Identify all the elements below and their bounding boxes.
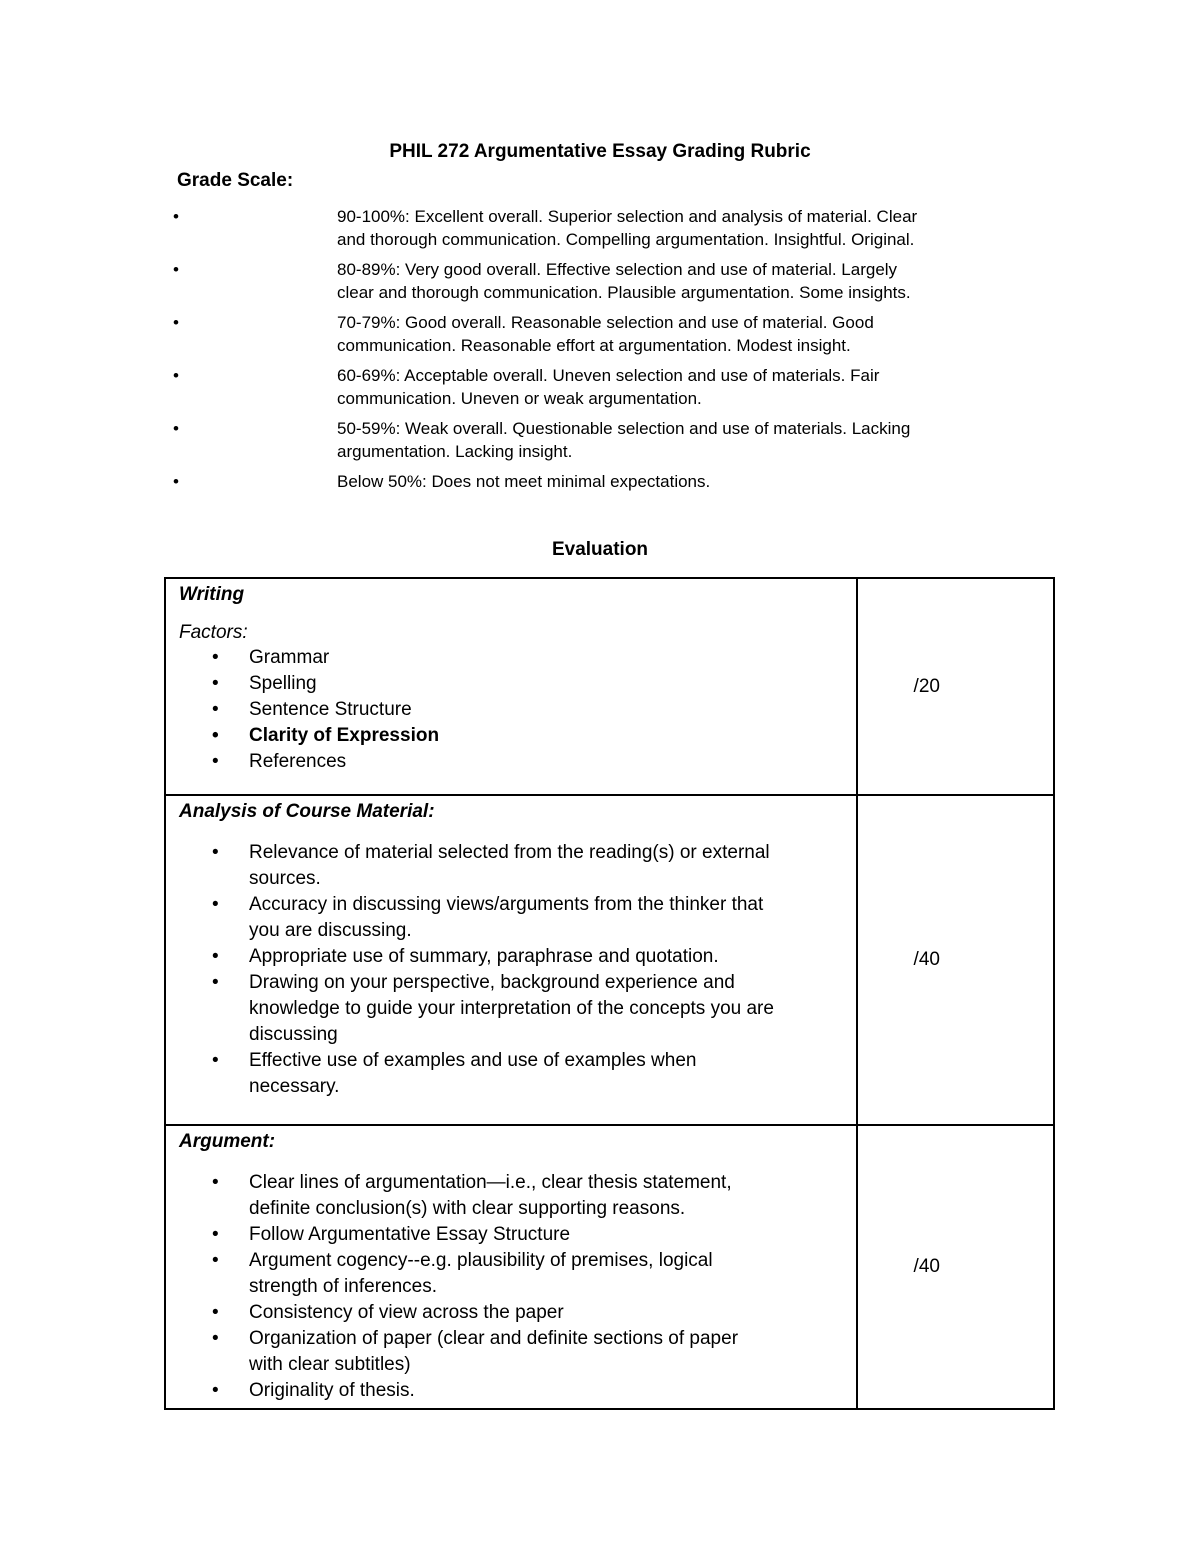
grade-scale-item-below-50 <box>0 470 1017 493</box>
rubric-row-argument <box>165 1125 1054 1409</box>
score-cell-argument <box>857 1125 1054 1409</box>
criterion-text: Effective use of examples and use of examples when <box>249 1050 697 1071</box>
criterion-text: strength of inferences. <box>249 1276 437 1297</box>
criterion-text: necessary. <box>249 1076 340 1097</box>
section-title-argument: Argument: <box>179 1131 276 1152</box>
criteria-list <box>179 1170 848 1404</box>
list-item <box>179 1326 848 1378</box>
criterion-text: Drawing on your perspective, background experience and <box>249 972 735 993</box>
list-item <box>179 671 848 697</box>
criterion-text: with clear subtitles) <box>249 1354 411 1375</box>
grade-scale-item-60-69 <box>0 364 1017 410</box>
score-analysis: /40 <box>913 949 940 970</box>
bullet-icon: • <box>212 699 219 720</box>
criterion-text: knowledge to guide your interpretation of the concepts you are <box>249 998 774 1019</box>
bullet-icon: • <box>173 366 179 385</box>
criterion-text: Grammar <box>249 647 330 668</box>
bullet-icon: • <box>212 1302 219 1323</box>
grade-scale-text: communication. Reasonable effort at argumentation. Modest insight. <box>337 336 851 355</box>
list-item <box>179 723 848 749</box>
criterion-text: Follow Argumentative Essay Structure <box>249 1224 571 1245</box>
bullet-icon: • <box>173 472 179 491</box>
grade-scale-item-90-100 <box>0 205 1017 251</box>
grade-scale-text: clear and thorough communication. Plausible argumentation. Some insights. <box>337 283 911 302</box>
bullet-icon: • <box>212 972 219 993</box>
criterion-text: Accuracy in discussing views/arguments from the thinker that <box>249 894 764 915</box>
bullet-icon: • <box>212 894 219 915</box>
criterion-text: Consistency of view across the paper <box>249 1302 564 1323</box>
grade-scale-item-70-79 <box>0 311 1017 357</box>
criterion-text: References <box>249 751 347 772</box>
score-argument: /40 <box>913 1256 940 1277</box>
list-item <box>179 1222 848 1248</box>
bullet-icon: • <box>212 725 219 746</box>
criterion-text: Argument cogency--e.g. plausibility of premises, logical <box>249 1250 713 1271</box>
criteria-list <box>179 645 848 775</box>
list-item <box>179 970 848 1048</box>
criteria-cell <box>165 1125 857 1409</box>
score-cell-writing <box>857 578 1054 795</box>
criterion-text: discussing <box>249 1024 338 1045</box>
criterion-text: Sentence Structure <box>249 699 412 720</box>
grade-scale-text: 50-59%: Weak overall. Questionable selection and use of materials. Lacking <box>337 419 911 438</box>
evaluation-heading: Evaluation <box>551 539 649 560</box>
bullet-icon: • <box>173 260 179 279</box>
score-cell-analysis <box>857 795 1054 1125</box>
grade-scale-text: and thorough communication. Compelling argumentation. Insightful. Original. <box>337 230 915 249</box>
list-item <box>179 1248 848 1300</box>
grade-scale-item-80-89 <box>0 258 1017 304</box>
list-item <box>179 1170 848 1222</box>
score-writing: /20 <box>913 675 940 697</box>
criterion-text: definite conclusion(s) with clear supporting reasons. <box>249 1198 686 1219</box>
grade-scale-text: Below 50%: Does not meet minimal expectations. <box>337 472 711 491</box>
document-title: PHIL 272 Argumentative Essay Grading Rubric <box>389 141 811 162</box>
bullet-icon: • <box>212 1172 219 1193</box>
criterion-text: you are discussing. <box>249 920 412 941</box>
list-item <box>179 944 848 970</box>
criterion-text: Clear lines of argumentation—i.e., clear thesis statement, <box>249 1172 732 1193</box>
bullet-icon: • <box>173 207 179 226</box>
list-item <box>179 1378 848 1404</box>
bullet-icon: • <box>212 946 219 967</box>
grade-scale-list <box>0 205 1200 500</box>
criterion-text: Appropriate use of summary, paraphrase and quotation. <box>249 946 719 967</box>
bullet-icon: • <box>212 1380 219 1401</box>
bullet-icon: • <box>212 673 219 694</box>
criterion-text: Spelling <box>249 673 317 694</box>
bullet-icon: • <box>212 1224 219 1245</box>
criteria-cell <box>165 578 857 795</box>
rubric-row-writing <box>165 578 1054 795</box>
list-item <box>179 697 848 723</box>
list-item <box>179 892 848 944</box>
grade-scale-text: communication. Uneven or weak argumentation. <box>337 389 702 408</box>
section-title-analysis: Analysis of Course Material: <box>179 801 435 822</box>
bullet-icon: • <box>212 1050 219 1071</box>
bullet-icon: • <box>173 419 179 438</box>
grade-scale-text: 70-79%: Good overall. Reasonable selection and use of material. Good <box>337 313 874 332</box>
section-title-writing: Writing <box>179 584 245 605</box>
rubric-row-analysis <box>165 795 1054 1125</box>
criterion-text: Clarity of Expression <box>249 725 440 746</box>
rubric-table <box>164 577 1055 1410</box>
list-item <box>179 840 848 892</box>
list-item <box>179 1048 848 1100</box>
factors-label: Factors: <box>179 622 248 643</box>
criterion-text: Organization of paper (clear and definite sections of paper <box>249 1328 739 1349</box>
criterion-text: sources. <box>249 868 321 889</box>
criterion-text: Originality of thesis. <box>249 1380 415 1401</box>
grade-scale-text: 80-89%: Very good overall. Effective selection and use of material. Largely <box>337 260 898 279</box>
grade-scale-text: 90-100%: Excellent overall. Superior selection and analysis of material. Clear <box>337 207 918 226</box>
criteria-list <box>179 840 848 1100</box>
list-item <box>179 1300 848 1326</box>
list-item <box>179 749 848 775</box>
criterion-text: Relevance of material selected from the reading(s) or external <box>249 842 770 863</box>
bullet-icon: • <box>212 647 219 668</box>
grade-scale-text: 60-69%: Acceptable overall. Uneven selection and use of materials. Fair <box>337 366 880 385</box>
grade-scale-text: argumentation. Lacking insight. <box>337 442 573 461</box>
grade-scale-heading: Grade Scale: <box>177 170 294 191</box>
bullet-icon: • <box>212 751 219 772</box>
bullet-icon: • <box>212 1328 219 1349</box>
bullet-icon: • <box>212 1250 219 1271</box>
grade-scale-item-50-59 <box>0 417 1017 463</box>
bullet-icon: • <box>212 842 219 863</box>
list-item <box>179 645 848 671</box>
bullet-icon: • <box>173 313 179 332</box>
criteria-cell <box>165 795 857 1125</box>
